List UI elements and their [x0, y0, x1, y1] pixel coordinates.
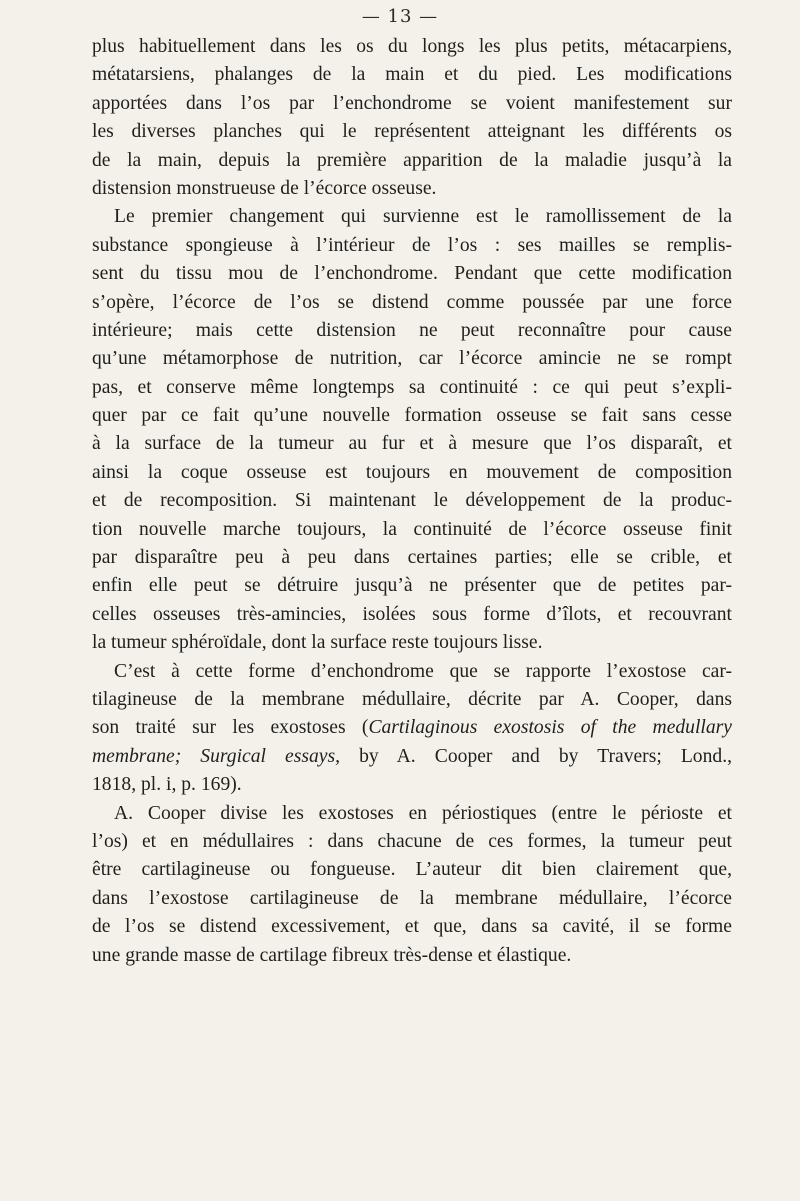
text-line: enfin elle peut se détruire jusqu’à ne présenter que de petites par- — [92, 575, 732, 597]
text-line: de l’os se distend excessivement, et que, dans sa cavité, il se forme — [92, 916, 732, 938]
citation-text: by A. Cooper and by Travers; Lond., — [340, 745, 732, 767]
text-line: tilagineuse de la membrane médullaire, décrite par A. Cooper, dans — [92, 688, 732, 710]
text-line: par disparaître peu à peu dans certaines parties; elle se crible, et — [92, 547, 732, 569]
text-line: être cartilagineuse ou fongueuse. L’auteur dit bien clairement que, — [92, 859, 732, 881]
text-line: 1818, pl. i, p. 169). — [92, 774, 242, 796]
text-line: à la surface de la tumeur au fur et à mesure que l’os disparaît, et — [92, 433, 732, 455]
paragraph-3 — [92, 658, 732, 800]
citation-text: son traité sur les exostoses ( — [92, 717, 369, 739]
citation-title: membrane; Surgical essays, — [92, 745, 341, 767]
text-line: C’est à cette forme d’enchondrome que se rapporte l’exostose car- — [114, 660, 732, 682]
text-line: quer par ce fait qu’une nouvelle formation osseuse se fait sans cesse — [92, 405, 732, 427]
text-line: de la main, depuis la première apparition de la maladie jusqu’à la — [92, 149, 732, 171]
paragraph-1 — [92, 33, 732, 203]
paragraph-4 — [92, 800, 732, 970]
text-line: apportées dans l’os par l’enchondrome se voient manifestement sur — [92, 92, 732, 114]
text-line: A. Cooper divise les exostoses en périostiques (entre le périoste et — [114, 802, 732, 824]
text-line: dans l’exostose cartilagineuse de la membrane médullaire, l’écorce — [92, 887, 732, 909]
text-line: Le premier changement qui survienne est le ramollissement de la — [114, 206, 732, 228]
page-number: — 13 — — [361, 6, 439, 27]
text-line: qu’une métamorphose de nutrition, car l’écorce amincie ne se rompt — [92, 348, 732, 370]
text-line: plus habituellement dans les os du longs les plus petits, métacarpiens, — [92, 36, 732, 57]
text-line: et de recomposition. Si maintenant le développement de la produc- — [92, 490, 732, 512]
text-line: pas, et conserve même longtemps sa continuité : ce qui peut s’expli- — [92, 376, 732, 398]
text-line: substance spongieuse à l’intérieur de l’os : ses mailles se remplis- — [92, 234, 732, 256]
text-line: celles osseuses très-amincies, isolées sous forme d’îlots, et recouvrant — [92, 603, 732, 625]
citation-line — [92, 743, 732, 771]
citation-title: Cartilaginous exostosis of the medullary — [368, 717, 732, 739]
text-line: métatarsiens, phalanges de la main et du pied. Les modifications — [92, 64, 732, 86]
text-line: ainsi la coque osseuse est toujours en mouvement de composition — [92, 461, 732, 483]
text-line: l’os) et en médullaires : dans chacune de ces formes, la tumeur peut — [92, 830, 732, 852]
text-line: tion nouvelle marche toujours, la continuité de l’écorce osseuse finit — [92, 518, 732, 540]
paragraph-2 — [92, 203, 732, 657]
text-line: s’opère, l’écorce de l’os se distend comme poussée par une force — [92, 291, 732, 313]
text-line: sent du tissu mou de l’enchondrome. Pendant que cette modification — [92, 263, 732, 285]
text-line: une grande masse de cartilage fibreux très-dense et élastique. — [92, 944, 572, 966]
text-line: les diverses planches qui le représentent atteignant les différents os — [92, 121, 732, 143]
citation-line — [92, 714, 732, 742]
body-text — [92, 33, 732, 970]
text-line: intérieure; mais cette distension ne peut reconnaître pour cause — [92, 319, 732, 341]
text-line: distension monstrueuse de l’écorce osseuse. — [92, 177, 437, 199]
text-line: la tumeur sphéroïdale, dont la surface reste toujours lisse. — [92, 632, 543, 654]
